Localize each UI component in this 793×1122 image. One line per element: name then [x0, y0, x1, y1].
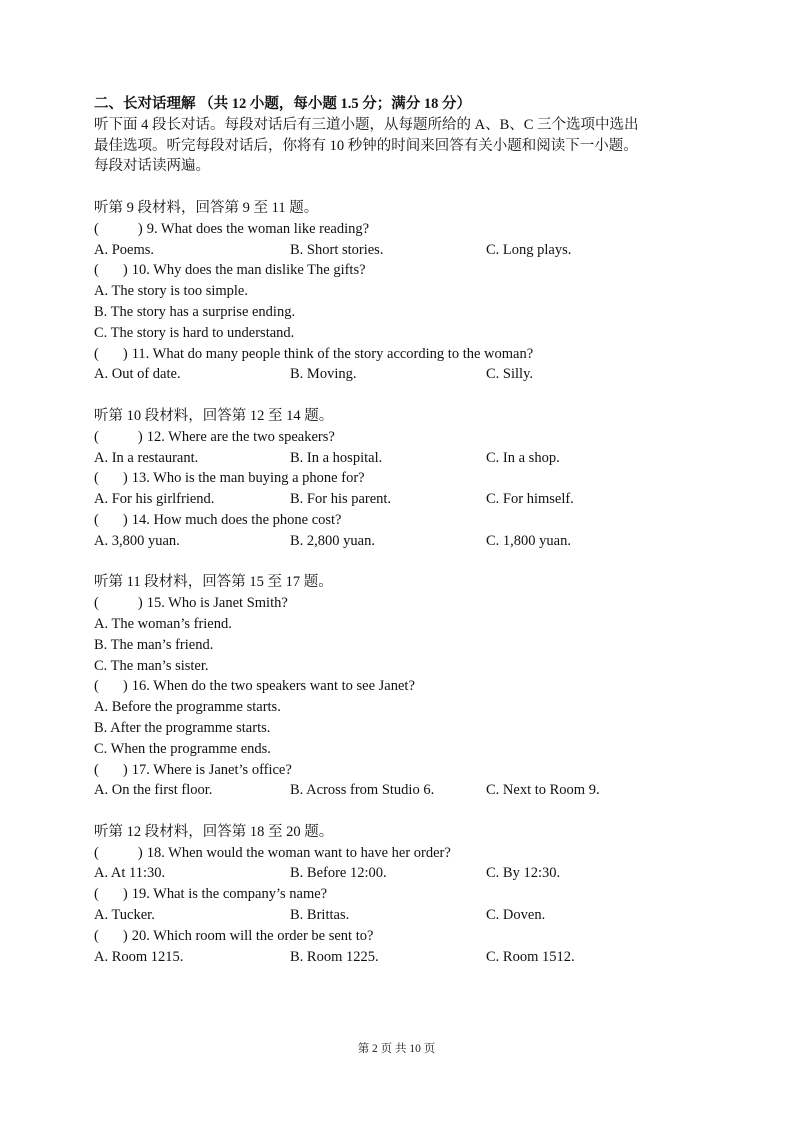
question-line — [94, 260, 714, 281]
answer-blank[interactable] — [94, 843, 143, 864]
question-text: 12. Where are the two speakers? — [146, 428, 335, 445]
answer-blank-open: ( — [94, 761, 99, 778]
answer-blank[interactable] — [94, 760, 128, 781]
options-row — [94, 364, 714, 385]
answer-blank-close: ) — [137, 595, 143, 612]
question-line — [94, 427, 714, 448]
option-b[interactable]: B. The story has a surprise ending. — [94, 303, 296, 320]
options-row — [94, 863, 714, 884]
section-spacer — [94, 801, 714, 822]
option-c[interactable]: C. In a shop. — [486, 449, 560, 466]
page-content — [94, 94, 714, 967]
answer-blank[interactable] — [94, 468, 128, 489]
option-c[interactable]: C. 1,800 yuan. — [486, 532, 571, 549]
options-row — [94, 780, 714, 801]
question-text: 19. What is the company’s name? — [131, 886, 328, 903]
question-text: 9. What does the woman like reading? — [146, 220, 370, 237]
option-b[interactable]: B. Across from Studio 6. — [290, 782, 435, 799]
option-c[interactable]: C. Room 1512. — [486, 948, 575, 965]
option-a[interactable]: A. The woman’s friend. — [94, 615, 232, 632]
answer-blank[interactable] — [94, 344, 128, 365]
section-heading: 听第 9 段材料，回答第 9 至 11 题。 — [94, 199, 319, 216]
question-line — [94, 884, 714, 905]
question-text: 10. Why does the man dislike The gifts? — [131, 262, 366, 279]
answer-blank-close: ) — [122, 511, 128, 528]
answer-blank-open: ( — [94, 470, 99, 487]
option-c[interactable]: C. For himself. — [486, 491, 574, 508]
option-a[interactable]: A. The story is too simple. — [94, 283, 248, 300]
option-a[interactable]: A. Tucker. — [94, 907, 155, 924]
answer-blank-open: ( — [94, 595, 99, 612]
answer-blank-close: ) — [137, 220, 143, 237]
section-spacer — [94, 385, 714, 406]
section-heading: 听第 10 段材料，回答第 12 至 14 题。 — [94, 407, 334, 424]
option-b[interactable]: B. Short stories. — [290, 241, 384, 258]
options-row — [94, 240, 714, 261]
options-row — [94, 905, 714, 926]
question-line — [94, 593, 714, 614]
options-row — [94, 448, 714, 469]
answer-blank[interactable] — [94, 510, 128, 531]
option-a[interactable]: A. On the first floor. — [94, 782, 213, 799]
question-line — [94, 926, 714, 947]
answer-blank[interactable] — [94, 926, 128, 947]
option-b[interactable]: B. In a hospital. — [290, 449, 383, 466]
option-c[interactable]: C. Next to Room 9. — [486, 782, 600, 799]
option-a[interactable]: A. Poems. — [94, 241, 155, 258]
answer-blank[interactable] — [94, 676, 128, 697]
question-line — [94, 219, 714, 240]
page-footer: 第 2 页 共 10 页 — [357, 1043, 436, 1055]
answer-blank-open: ( — [94, 678, 99, 695]
answer-blank-open: ( — [94, 345, 99, 362]
option-b[interactable]: B. For his parent. — [290, 491, 392, 508]
question-text: 13. Who is the man buying a phone for? — [131, 470, 365, 487]
option-c[interactable]: C. Long plays. — [486, 241, 572, 258]
section-title: 二、长对话理解 （共 12 小题，每小题 1.5 分；满分 18 分） — [94, 96, 471, 112]
option-c[interactable]: C. By 12:30. — [486, 865, 561, 882]
question-text: 16. When do the two speakers want to see Janet? — [131, 678, 415, 695]
answer-blank[interactable] — [94, 427, 143, 448]
question-text: 17. Where is Janet’s office? — [131, 761, 292, 778]
section-heading: 听第 12 段材料，回答第 18 至 20 题。 — [94, 823, 334, 840]
option-b[interactable]: B. Before 12:00. — [290, 865, 387, 882]
answer-blank-close: ) — [122, 886, 128, 903]
answer-blank[interactable] — [94, 219, 143, 240]
options-row — [94, 531, 714, 552]
answer-blank[interactable] — [94, 884, 128, 905]
answer-blank-open: ( — [94, 511, 99, 528]
answer-blank-close: ) — [122, 262, 128, 279]
option-b[interactable]: B. Brittas. — [290, 907, 350, 924]
answer-blank-close: ) — [137, 428, 143, 445]
question-text: 11. What do many people think of the story according to the woman? — [131, 345, 534, 362]
option-a[interactable]: A. For his girlfriend. — [94, 491, 215, 508]
answer-blank-open: ( — [94, 927, 99, 944]
section-heading: 听第 11 段材料，回答第 15 至 17 题。 — [94, 574, 333, 591]
answer-blank-open: ( — [94, 262, 99, 279]
answer-blank-close: ) — [122, 345, 128, 362]
option-a[interactable]: A. Before the programme starts. — [94, 699, 281, 716]
option-c[interactable]: C. Doven. — [486, 907, 546, 924]
options-row — [94, 947, 714, 968]
option-a[interactable]: A. At 11:30. — [94, 865, 166, 882]
answer-blank[interactable] — [94, 593, 143, 614]
option-a[interactable]: A. Out of date. — [94, 366, 181, 383]
option-b[interactable]: B. 2,800 yuan. — [290, 532, 375, 549]
option-a[interactable]: A. In a restaurant. — [94, 449, 199, 466]
option-c[interactable]: C. The man’s sister. — [94, 657, 209, 674]
instruction-line: 最佳选项。听完每段对话后，你将有 10 秒钟的时间来回答有关小题和阅读下一小题。 — [94, 137, 638, 154]
question-text: 18. When would the woman want to have her order? — [146, 844, 451, 861]
question-line — [94, 676, 714, 697]
option-c[interactable]: C. Silly. — [486, 366, 534, 383]
option-a[interactable]: A. 3,800 yuan. — [94, 532, 180, 549]
answer-blank-close: ) — [137, 844, 143, 861]
answer-blank-close: ) — [122, 761, 128, 778]
question-line — [94, 843, 714, 864]
question-text: 14. How much does the phone cost? — [131, 511, 342, 528]
option-c[interactable]: C. The story is hard to understand. — [94, 324, 295, 341]
option-a[interactable]: A. Room 1215. — [94, 948, 184, 965]
instruction-line: 听下面 4 段长对话。每段对话后有三道小题，从每题所给的 A、B、C 三个选项中选出 — [94, 116, 639, 133]
answer-blank-open: ( — [94, 428, 99, 445]
answer-blank[interactable] — [94, 260, 128, 281]
answer-blank-open: ( — [94, 220, 99, 237]
option-b[interactable]: B. Moving. — [290, 366, 357, 383]
options-row — [94, 489, 714, 510]
question-text: 15. Who is Janet Smith? — [146, 595, 288, 612]
option-c[interactable]: C. When the programme ends. — [94, 740, 271, 757]
section-spacer — [94, 177, 714, 198]
answer-blank-close: ) — [122, 470, 128, 487]
option-b[interactable]: B. The man’s friend. — [94, 636, 214, 653]
option-b[interactable]: B. After the programme starts. — [94, 719, 271, 736]
question-line — [94, 760, 714, 781]
answer-blank-close: ) — [122, 927, 128, 944]
question-text: 20. Which room will the order be sent to? — [131, 927, 374, 944]
answer-blank-open: ( — [94, 886, 99, 903]
question-line — [94, 344, 714, 365]
section-spacer — [94, 552, 714, 573]
question-line — [94, 468, 714, 489]
answer-blank-close: ) — [122, 678, 128, 695]
instruction-line: 每段对话读两遍。 — [94, 158, 210, 175]
option-b[interactable]: B. Room 1225. — [290, 948, 379, 965]
question-line — [94, 510, 714, 531]
answer-blank-open: ( — [94, 844, 99, 861]
